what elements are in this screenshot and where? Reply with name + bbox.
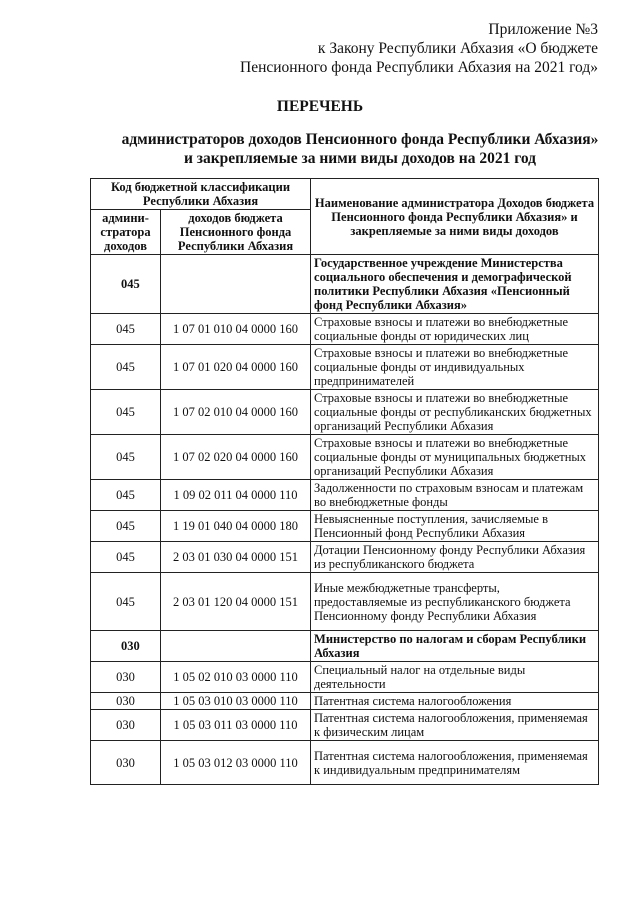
document-title: ПЕРЕЧЕНЬ — [276, 98, 364, 115]
income-code-cell: 2 03 01 030 04 0000 151 — [161, 542, 311, 573]
admin-code-cell: 030 — [91, 741, 161, 785]
income-code-cell: 1 05 03 010 03 0000 110 — [161, 693, 311, 710]
administrator-name-cell: Министерство по налогам и сборам Республики Абхазия — [311, 631, 599, 662]
table-body — [91, 255, 599, 785]
admin-code-cell: 045 — [91, 573, 161, 631]
income-code-cell — [161, 631, 311, 662]
income-code-cell: 1 07 02 020 04 0000 160 — [161, 435, 311, 480]
table-row — [91, 345, 599, 390]
income-code-cell: 1 07 01 020 04 0000 160 — [161, 345, 311, 390]
admin-code-cell: 045 — [91, 542, 161, 573]
subtitle-line-1: администраторов доходов Пенсионного фонда Республики Абхазия» — [121, 131, 599, 148]
table-row — [91, 255, 599, 314]
table-row — [91, 480, 599, 511]
revenue-type-cell: Страховые взносы и платежи во внебюджетные социальные фонды от муниципальных бюджетных организаций Республики Абхазия — [311, 435, 599, 480]
revenue-type-cell: Специальный налог на отдельные виды деятельности — [311, 662, 599, 693]
appendix-line-2: к Закону Республики Абхазия «О бюджете — [317, 40, 598, 57]
table-row — [91, 573, 599, 631]
admin-code-cell: 045 — [91, 480, 161, 511]
revenue-type-cell: Патентная система налогообложения, применяемая к физическим лицам — [311, 710, 599, 741]
revenue-type-cell: Страховые взносы и платежи во внебюджетные социальные фонды от индивидуальных предпринимателей — [311, 345, 599, 390]
table-row — [91, 542, 599, 573]
table-row — [91, 435, 599, 480]
revenue-type-cell: Патентная система налогообложения, применяемая к индивидуальным предпринимателям — [311, 741, 599, 785]
admin-code-cell: 045 — [91, 255, 161, 314]
header-administrator-code: админи-стратора доходов — [91, 210, 161, 255]
table-row — [91, 511, 599, 542]
revenue-type-cell: Страховые взносы и платежи во внебюджетные социальные фонды от юридических лиц — [311, 314, 599, 345]
header-administrator-name: Наименование администратора Доходов бюджета Пенсионного фонда Республики Абхазия» и закрепляемые за ними виды доходов — [311, 179, 599, 255]
admin-code-cell: 030 — [91, 693, 161, 710]
table-row — [91, 741, 599, 785]
income-code-cell: 1 19 01 040 04 0000 180 — [161, 511, 311, 542]
admin-code-cell: 045 — [91, 511, 161, 542]
revenue-type-cell: Патентная система налогообложения — [311, 693, 599, 710]
income-code-cell: 1 09 02 011 04 0000 110 — [161, 480, 311, 511]
income-code-cell: 1 07 01 010 04 0000 160 — [161, 314, 311, 345]
header-income-code: доходов бюджета Пенсионного фонда Республики Абхазия — [161, 210, 311, 255]
admin-code-cell: 045 — [91, 345, 161, 390]
admin-code-cell: 045 — [91, 435, 161, 480]
table-row — [91, 631, 599, 662]
admin-code-cell: 045 — [91, 390, 161, 435]
revenue-type-cell: Невыясненные поступления, зачисляемые в Пенсионный фонд Республики Абхазия — [311, 511, 599, 542]
appendix-line-1: Приложение №3 — [488, 21, 598, 38]
header-classification-code: Код бюджетной классификации Республики Абхазия — [91, 179, 311, 210]
admin-code-cell: 030 — [91, 631, 161, 662]
table-row — [91, 693, 599, 710]
income-code-cell: 1 05 03 011 03 0000 110 — [161, 710, 311, 741]
admin-code-cell: 030 — [91, 710, 161, 741]
table-row — [91, 390, 599, 435]
income-code-cell: 1 05 03 012 03 0000 110 — [161, 741, 311, 785]
subtitle-line-2: и закрепляемые за ними виды доходов на 2021 год — [183, 150, 537, 167]
income-code-cell: 1 05 02 010 03 0000 110 — [161, 662, 311, 693]
table-row — [91, 710, 599, 741]
appendix-note — [240, 20, 598, 77]
revenue-type-cell: Страховые взносы и платежи во внебюджетные социальные фонды от республиканских бюджетных организаций Республики Абхазия — [311, 390, 599, 435]
revenue-administrators-table — [90, 178, 599, 785]
appendix-line-3: Пенсионного фонда Республики Абхазия на 2021 год» — [240, 59, 598, 76]
income-code-cell: 1 07 02 010 04 0000 160 — [161, 390, 311, 435]
document-subtitle — [100, 130, 620, 168]
revenue-type-cell: Иные межбюджетные трансферты, предоставляемые из республиканского бюджета Пенсионному фонду Республики Абхазия — [311, 573, 599, 631]
revenue-type-cell: Задолженности по страховым взносам и платежам во внебюджетные фонды — [311, 480, 599, 511]
income-code-cell — [161, 255, 311, 314]
admin-code-cell: 030 — [91, 662, 161, 693]
table-row — [91, 662, 599, 693]
administrator-name-cell: Государственное учреждение Министерства социального обеспечения и демографической политики Республики Абхазия «Пенсионный фонд Республики Абхазия» — [311, 255, 599, 314]
table-row — [91, 314, 599, 345]
income-code-cell: 2 03 01 120 04 0000 151 — [161, 573, 311, 631]
admin-code-cell: 045 — [91, 314, 161, 345]
revenue-type-cell: Дотации Пенсионному фонду Республики Абхазия из республиканского бюджета — [311, 542, 599, 573]
